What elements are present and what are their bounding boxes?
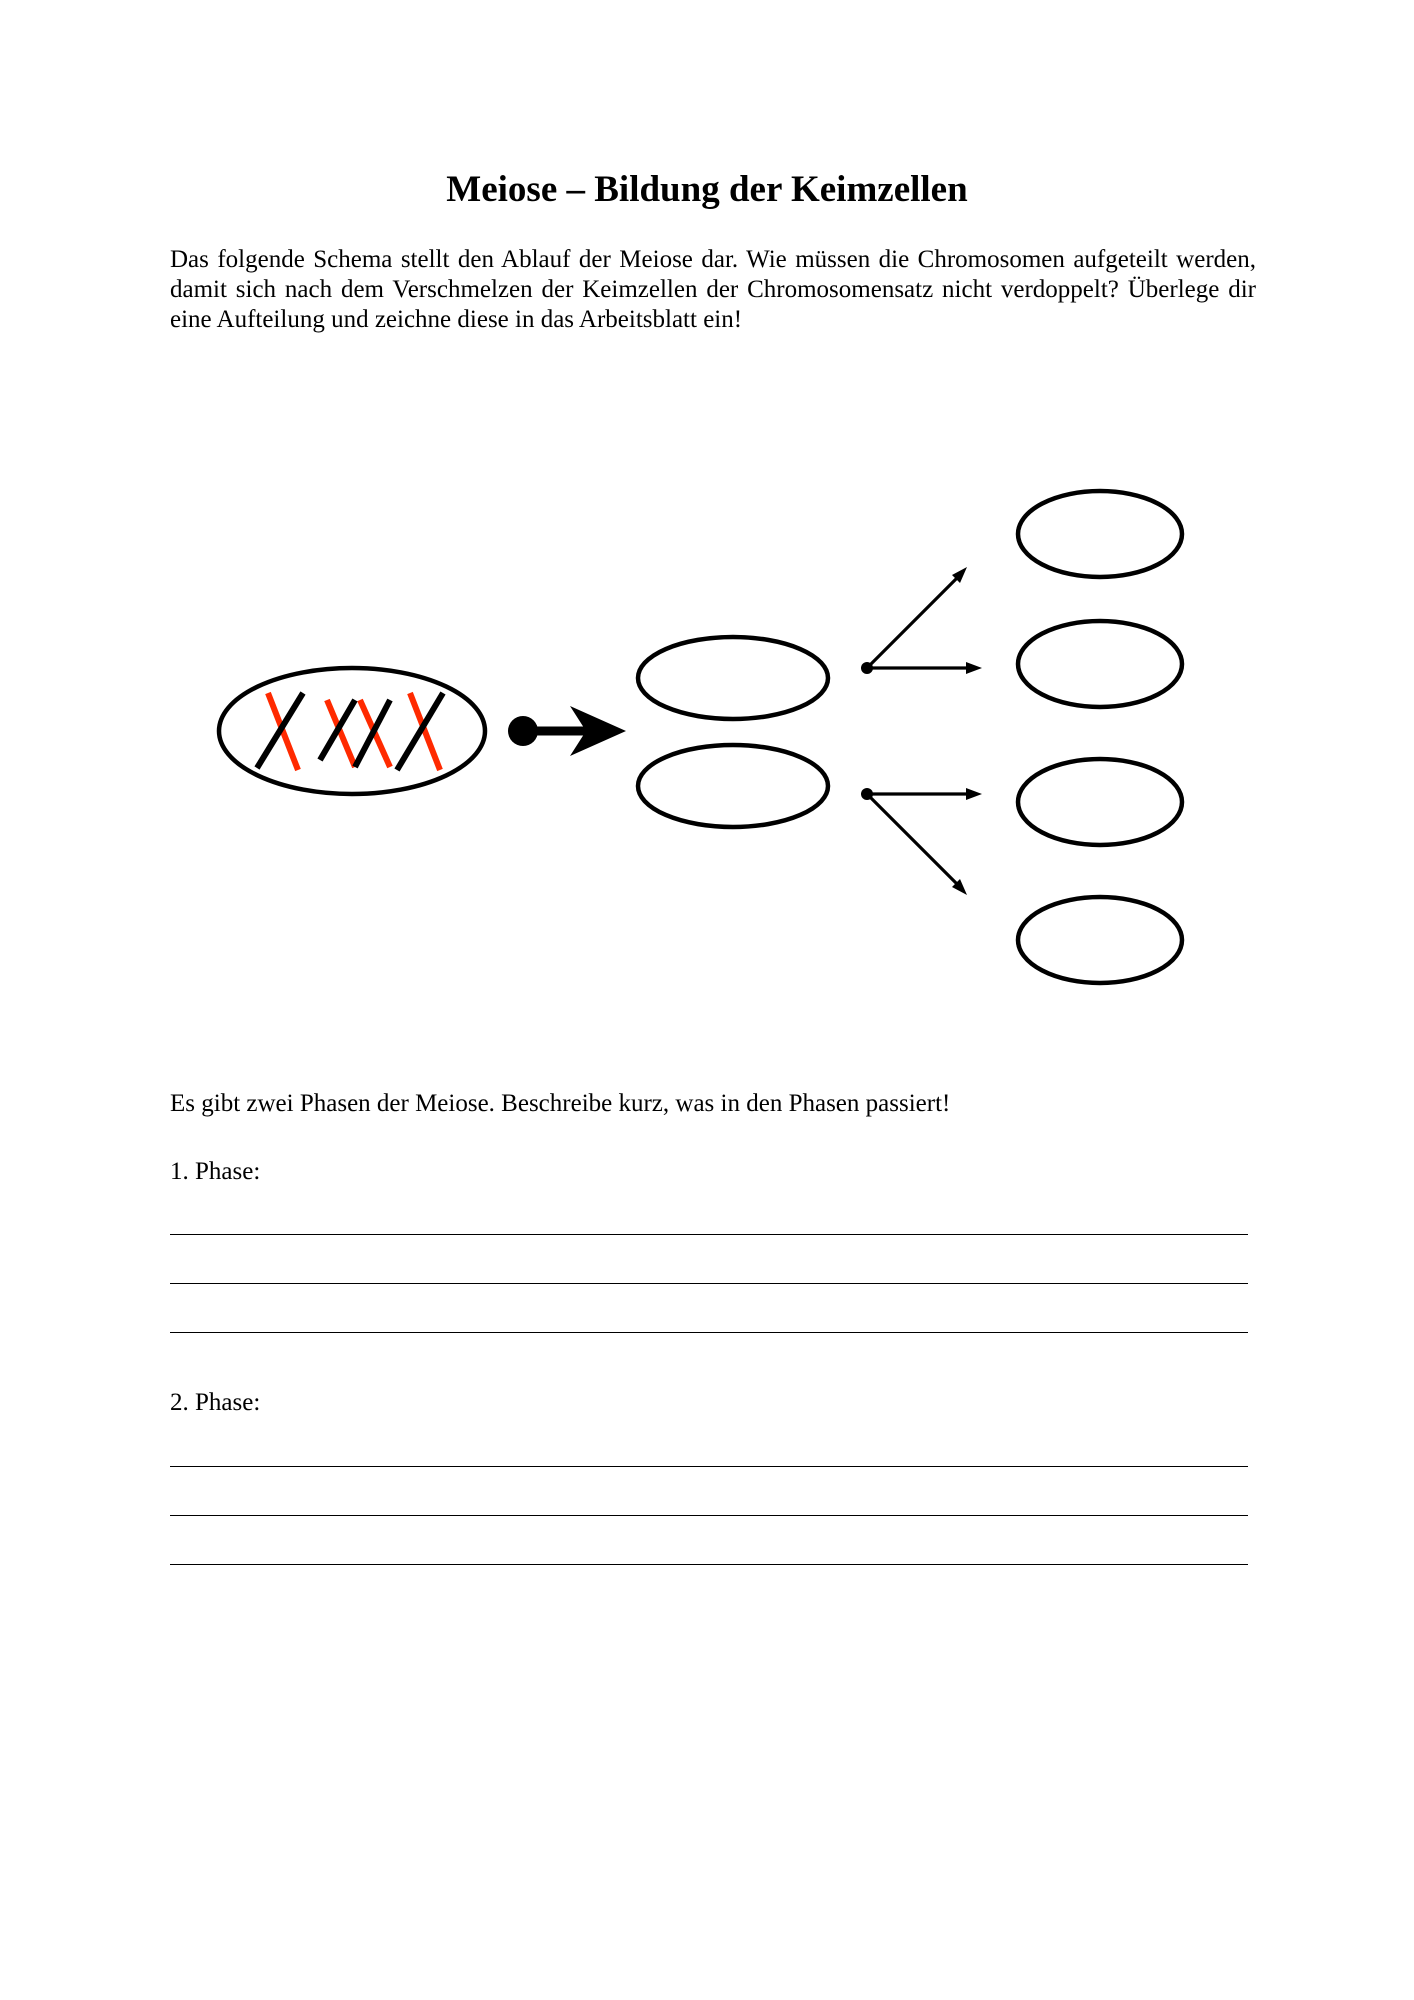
phase-2-answer-line[interactable] <box>170 1466 1248 1467</box>
gamete-cell-1 <box>1018 491 1182 577</box>
phase-2-answer-line[interactable] <box>170 1564 1248 1565</box>
page-title: Meiose – Bildung der Keimzellen <box>446 169 968 210</box>
division-arrows-upper <box>861 567 982 674</box>
division-arrows-lower <box>861 788 982 895</box>
daughter-cell-1 <box>638 637 828 719</box>
phase-1-answer-line[interactable] <box>170 1332 1248 1333</box>
chromosomes-black <box>257 693 443 770</box>
phase-question: Es gibt zwei Phasen der Meiose. Beschreibe kurz, was in den Phasen passiert! <box>170 1090 951 1117</box>
gamete-cell-2 <box>1018 621 1182 707</box>
gamete-cell-3 <box>1018 759 1182 845</box>
chromosomes-red <box>268 693 440 770</box>
phase-1-label: 1. Phase: <box>170 1158 261 1185</box>
intro-text: Das folgende Schema stellt den Ablauf der Meiose dar. Wie müssen die Chromosomen aufgeteilt werden, damit sich nach dem Verschmelzen der Keimzellen der Chromosomensatz nicht verdoppelt? Überlege dir eine Aufteilung und zeichne diese in das Arbeitsblatt ein! <box>170 246 1256 333</box>
phase-1-answer-line[interactable] <box>170 1283 1248 1284</box>
phase-2-answer-line[interactable] <box>170 1515 1248 1516</box>
daughter-cell-2 <box>638 745 828 827</box>
mother-cell <box>219 668 485 794</box>
phase-1-answer-line[interactable] <box>170 1234 1248 1235</box>
phase-2-label: 2. Phase: <box>170 1389 261 1416</box>
division-arrow-1 <box>508 706 626 756</box>
gamete-cell-4 <box>1018 897 1182 983</box>
